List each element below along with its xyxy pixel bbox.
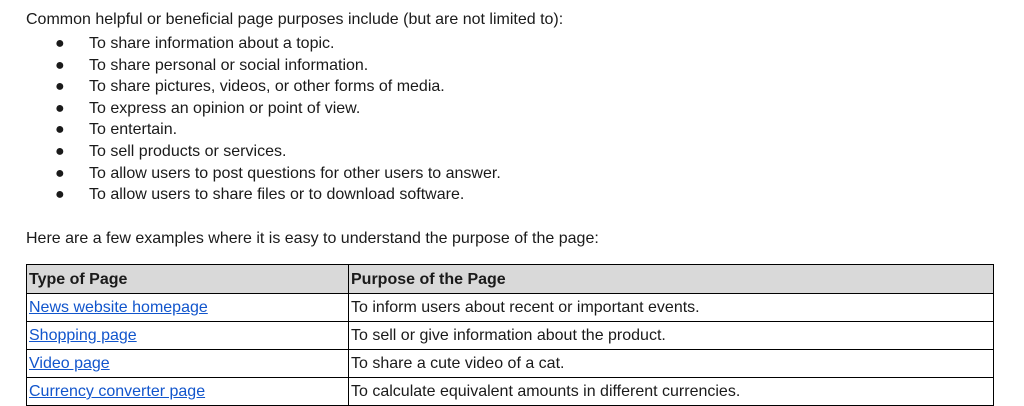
purpose-list	[0, 33, 501, 206]
list-item-text: To share information about a topic.	[89, 35, 335, 52]
list-item	[0, 163, 501, 185]
table-header-row	[27, 265, 994, 294]
list-item	[0, 184, 501, 206]
list-item	[0, 98, 501, 120]
table-cell-type	[27, 294, 349, 322]
list-item	[0, 141, 501, 163]
table-cell-type	[27, 322, 349, 350]
list-item-text: To sell products or services.	[89, 142, 287, 160]
table-cell-purpose: To calculate equivalent amounts in different currencies.	[349, 378, 994, 406]
intro-text: Common helpful or beneficial page purposes include (but are not limited to):	[26, 11, 564, 28]
list-item-text: To allow users to post questions for other users to answer.	[89, 164, 501, 182]
table-cell-type	[27, 350, 349, 378]
table-row	[27, 322, 994, 350]
bullet-icon: ●	[55, 164, 65, 182]
list-item	[0, 119, 501, 141]
bullet-icon: ●	[55, 35, 65, 52]
list-item	[0, 33, 501, 55]
column-header-purpose: Purpose of the Page	[349, 265, 994, 294]
page-type-link[interactable]: News website homepage	[29, 299, 208, 316]
table-row	[27, 294, 994, 322]
bullet-icon: ●	[55, 142, 65, 160]
bullet-icon: ●	[55, 186, 65, 204]
list-item	[0, 76, 501, 98]
table-cell-type	[27, 378, 349, 406]
list-item-text: To allow users to share files or to download software.	[89, 186, 465, 204]
bullet-icon: ●	[55, 121, 65, 139]
bullet-icon: ●	[55, 78, 65, 96]
column-header-type: Type of Page	[27, 265, 349, 294]
bullet-icon: ●	[55, 56, 65, 74]
table-cell-purpose: To share a cute video of a cat.	[349, 350, 994, 378]
page-type-link[interactable]: Currency converter page	[29, 383, 206, 400]
page-type-link[interactable]: Shopping page	[29, 327, 137, 344]
list-item-text: To share pictures, videos, or other forms of media.	[89, 78, 445, 96]
list-item-text: To share personal or social information.	[89, 56, 369, 74]
page-type-link[interactable]: Video page	[29, 355, 110, 372]
list-item-text: To entertain.	[89, 121, 178, 139]
table-row	[27, 350, 994, 378]
table-cell-purpose: To inform users about recent or important events.	[349, 294, 994, 322]
list-item-text: To express an opinion or point of view.	[89, 99, 361, 117]
examples-table	[26, 264, 994, 406]
examples-intro-text: Here are a few examples where it is easy to understand the purpose of the page:	[26, 230, 599, 247]
list-item	[0, 55, 501, 77]
bullet-icon: ●	[55, 99, 65, 117]
table-row	[27, 378, 994, 406]
table-cell-purpose: To sell or give information about the product.	[349, 322, 994, 350]
